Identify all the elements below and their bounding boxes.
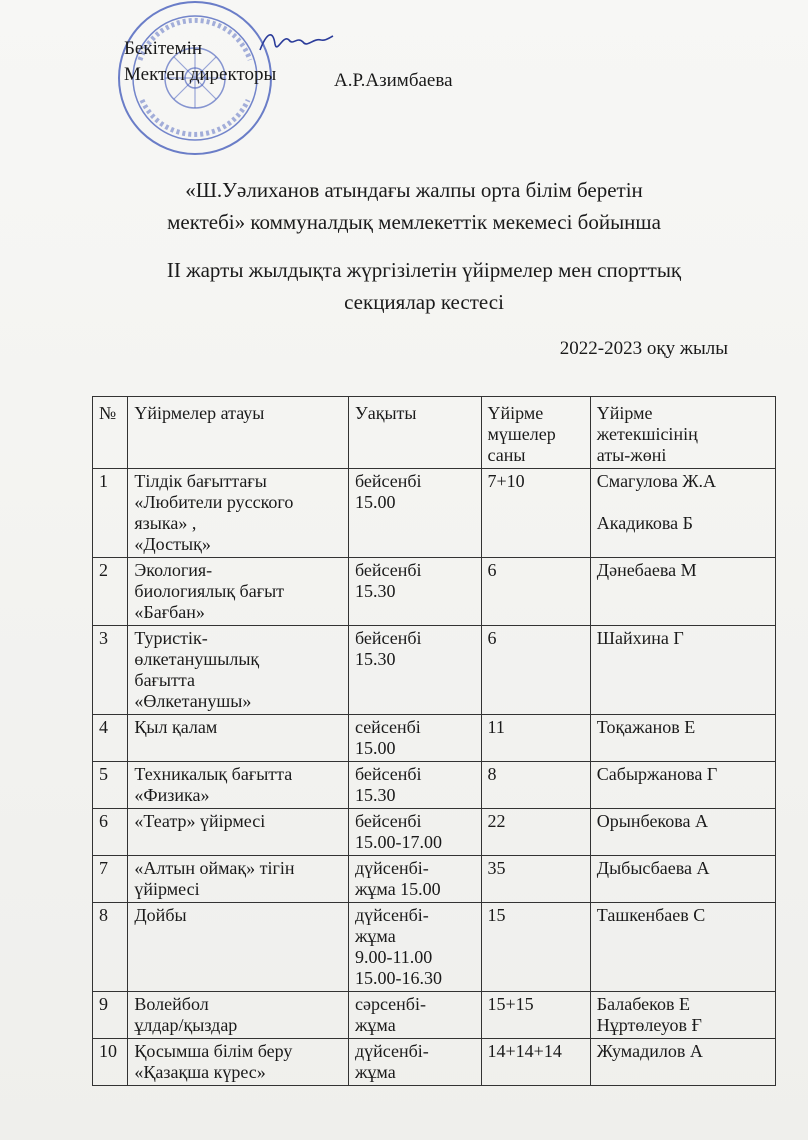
club-leader: Шайхина Г — [590, 626, 775, 715]
club-time: бейсенбі 15.30 — [348, 762, 481, 809]
club-members: 15+15 — [481, 992, 590, 1039]
club-members: 6 — [481, 558, 590, 626]
table-row — [93, 715, 776, 762]
club-leader: Тоқажанов Е — [590, 715, 775, 762]
table-row — [93, 626, 776, 715]
document-title — [0, 174, 808, 238]
club-time: бейсенбі 15.30 — [348, 558, 481, 626]
table-row — [93, 992, 776, 1039]
club-leader: Балабеков Е Нұртөлеуов Ғ — [590, 992, 775, 1039]
row-num: 3 — [93, 626, 128, 715]
row-num: 9 — [93, 992, 128, 1039]
approval-block — [124, 36, 276, 88]
club-leader: Сабыржанова Г — [590, 762, 775, 809]
title-line-1: «Ш.Уәлиханов атындағы жалпы орта білім беретін — [185, 178, 643, 202]
club-time: дүйсенбі- жұма 15.00 — [348, 856, 481, 903]
row-num: 10 — [93, 1039, 128, 1086]
academic-year: 2022-2023 оқу жылы — [559, 338, 728, 359]
club-name: «Театр» үйірмесі — [128, 809, 349, 856]
header-time: Уақыты — [348, 397, 481, 469]
club-leader: Смагулова Ж.А Акадикова Б — [590, 469, 775, 558]
club-leader: Жумадилов А — [590, 1039, 775, 1086]
club-name: Туристік- өлкетанушылық бағытта «Өлкетанушы» — [128, 626, 349, 715]
club-members: 15 — [481, 903, 590, 992]
row-num: 4 — [93, 715, 128, 762]
table-row — [93, 1039, 776, 1086]
club-members: 22 — [481, 809, 590, 856]
club-members: 14+14+14 — [481, 1039, 590, 1086]
table-row — [93, 809, 776, 856]
club-members: 8 — [481, 762, 590, 809]
club-time: дүйсенбі- жұма 9.00-11.00 15.00-16.30 — [348, 903, 481, 992]
row-num: 8 — [93, 903, 128, 992]
title-line-4: секциялар кестесі — [344, 290, 504, 314]
header-leader: Үйірме жетекшісінің аты-жөні — [590, 397, 775, 469]
table-row — [93, 903, 776, 992]
row-num: 6 — [93, 809, 128, 856]
row-num: 2 — [93, 558, 128, 626]
club-leader: Дәнебаева М — [590, 558, 775, 626]
club-name: Экология- биологиялық бағыт «Бағбан» — [128, 558, 349, 626]
row-num: 7 — [93, 856, 128, 903]
club-time: сейсенбі 15.00 — [348, 715, 481, 762]
club-members: 6 — [481, 626, 590, 715]
title-line-2: мектебі» коммуналдық мемлекеттік мекемесі бойынша — [167, 210, 661, 234]
club-time: бейсенбі 15.00 — [348, 469, 481, 558]
header-name: Үйірмелер атауы — [128, 397, 349, 469]
club-members: 35 — [481, 856, 590, 903]
club-members: 11 — [481, 715, 590, 762]
director-name: А.Р.Азимбаева — [334, 70, 453, 91]
club-name: Волейбол ұлдар/қыздар — [128, 992, 349, 1039]
club-leader: Дыбысбаева А — [590, 856, 775, 903]
club-name: Техникалық бағытта «Физика» — [128, 762, 349, 809]
club-name: Дойбы — [128, 903, 349, 992]
club-time: бейсенбі 15.00-17.00 — [348, 809, 481, 856]
table-row — [93, 856, 776, 903]
table-header-row — [93, 397, 776, 469]
club-time: сәрсенбі- жұма — [348, 992, 481, 1039]
club-name: Тілдік бағыттағы «Любители русского языка» , «Достық» — [128, 469, 349, 558]
club-leader: Ташкенбаев С — [590, 903, 775, 992]
header-members: Үйірме мүшелер саны — [481, 397, 590, 469]
document-subtitle — [0, 254, 808, 318]
row-num: 5 — [93, 762, 128, 809]
row-num: 1 — [93, 469, 128, 558]
title-line-3: ІІ жарты жылдықта жүргізілетін үйірмелер мен спорттық — [166, 258, 682, 282]
club-time: дүйсенбі- жұма — [348, 1039, 481, 1086]
club-name: Қыл қалам — [128, 715, 349, 762]
table-row — [93, 469, 776, 558]
clubs-schedule-table — [92, 396, 776, 1086]
club-members: 7+10 — [481, 469, 590, 558]
club-name: Қосымша білім беру «Қазақша күрес» — [128, 1039, 349, 1086]
club-name: «Алтын оймақ» тігін үйірмесі — [128, 856, 349, 903]
club-time: бейсенбі 15.30 — [348, 626, 481, 715]
director-title: Мектеп директоры — [124, 64, 277, 85]
club-leader: Орынбекова А — [590, 809, 775, 856]
approve-label: Бекітемін — [124, 38, 203, 59]
header-num: № — [93, 397, 128, 469]
table-row — [93, 762, 776, 809]
table-row — [93, 558, 776, 626]
